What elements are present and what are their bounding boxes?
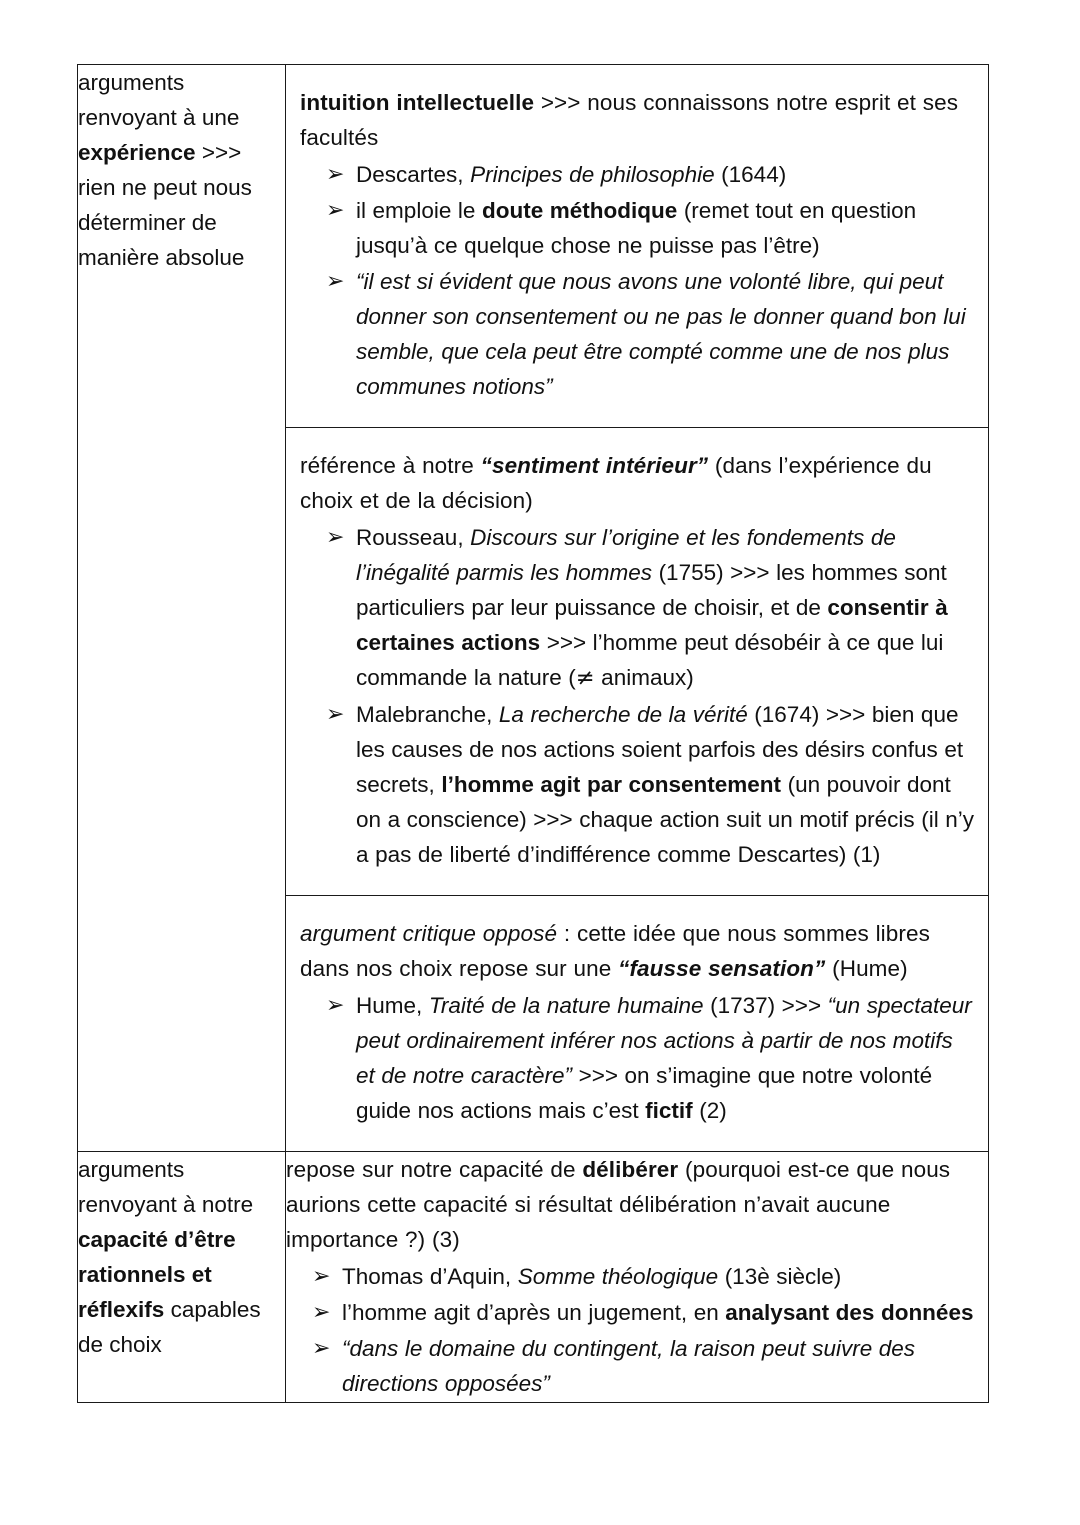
arrowhead-bullet-icon: ➢ bbox=[312, 1300, 331, 1325]
section-lead-paragraph: repose sur notre capacité de délibérer (pourquoi est-ce que nous aurions cette capacité si résultat délibération n’avait aucune importance ?) (3) bbox=[286, 1157, 951, 1252]
row-label-line bbox=[78, 240, 285, 275]
label-segment: rien ne peut nous bbox=[78, 175, 252, 200]
bullet-list bbox=[300, 157, 974, 404]
row-label-line bbox=[78, 1222, 285, 1257]
bullet-item bbox=[300, 193, 974, 263]
row-label-line bbox=[78, 135, 285, 170]
sub-section-row bbox=[286, 65, 988, 428]
label-segment: manière absolue bbox=[78, 245, 245, 270]
bullet-item bbox=[300, 697, 974, 872]
bullet-text: il emploie le doute méthodique (remet tout en question jusqu’à ce quelque chose ne puisse pas l’être) bbox=[356, 198, 917, 258]
row-label-line bbox=[78, 100, 285, 135]
label-segment: capables bbox=[164, 1297, 261, 1322]
label-segment: de choix bbox=[78, 1332, 162, 1357]
label-segment: déterminer de bbox=[78, 210, 217, 235]
label-segment: renvoyant à une bbox=[78, 105, 240, 130]
arrowhead-bullet-icon: ➢ bbox=[326, 993, 345, 1018]
bullet-item bbox=[286, 1295, 988, 1330]
label-segment: rationnels et bbox=[78, 1262, 212, 1287]
bullet-text: “dans le domaine du contingent, la raison peut suivre des directions opposées” bbox=[342, 1336, 916, 1396]
bullet-text: Descartes, Principes de philosophie (1644) bbox=[356, 162, 787, 187]
sub-section-row bbox=[286, 896, 988, 1152]
bullet-item bbox=[286, 1259, 988, 1294]
row-label-line bbox=[78, 1292, 285, 1327]
bullet-item bbox=[300, 264, 974, 404]
sub-section-cell bbox=[286, 896, 988, 1152]
bullet-item bbox=[286, 1331, 988, 1401]
bullet-text: Thomas d’Aquin, Somme théologique (13è siècle) bbox=[342, 1264, 842, 1289]
row-label-line bbox=[78, 1152, 285, 1187]
label-segment: arguments bbox=[78, 70, 185, 95]
sub-sections-table bbox=[286, 65, 988, 1151]
sub-section-cell bbox=[286, 65, 988, 428]
arrowhead-bullet-icon: ➢ bbox=[326, 198, 345, 223]
arrowhead-bullet-icon: ➢ bbox=[326, 162, 345, 187]
bullet-item bbox=[300, 520, 974, 696]
bullet-text: Malebranche, La recherche de la vérité (1674) >>> bien que les causes de nos actions soient parfois des désirs confus et secrets, l’homme agit par consentement (un pouvoir dont on a conscience) >>> chaque action suit un motif précis (il n’y a pas de liberté d’indifférence comme Descartes) (1) bbox=[356, 702, 975, 867]
row-label-line bbox=[78, 1187, 285, 1222]
arrowhead-bullet-icon: ➢ bbox=[312, 1336, 331, 1361]
label-segment: expérience bbox=[78, 140, 196, 165]
label-segment: >>> bbox=[195, 140, 242, 165]
sub-section-row bbox=[286, 428, 988, 896]
row-label-line bbox=[78, 205, 285, 240]
bullet-list bbox=[286, 1259, 988, 1401]
bullet-list bbox=[300, 988, 974, 1128]
row-body-cell bbox=[286, 1152, 989, 1403]
arrowhead-bullet-icon: ➢ bbox=[326, 525, 345, 550]
notes-row bbox=[78, 65, 989, 1152]
label-segment: renvoyant à notre bbox=[78, 1192, 254, 1217]
row-label-line bbox=[78, 1327, 285, 1362]
bullet-text: “il est si évident que nous avons une volonté libre, qui peut donner son consentement ou ne pas le donner quand bon lui semble, que cela peut être compté comme une de nos plus communes notions” bbox=[356, 269, 966, 399]
row-label-line bbox=[78, 170, 285, 205]
notes-table-body bbox=[78, 65, 989, 1403]
bullet-text: Hume, Traité de la nature humaine (1737) >>> “un spectateur peut ordinairement inférer nos actions à partir de nos motifs et de notre caractère” >>> on s’imagine que notre volonté guide nos actions mais c’est fictif (2) bbox=[356, 993, 972, 1123]
section-lead-paragraph: argument critique opposé : cette idée que nous sommes libres dans nos choix repose sur une “fausse sensation” (Hume) bbox=[300, 921, 930, 981]
row-body-cell bbox=[286, 65, 989, 1152]
row-label-cell bbox=[78, 1152, 286, 1403]
label-segment: réflexifs bbox=[78, 1297, 165, 1322]
section-lead-paragraph: référence à notre “sentiment intérieur” (dans l’expérience du choix et de la décision) bbox=[300, 453, 932, 513]
sub-section-cell bbox=[286, 428, 988, 896]
bullet-item bbox=[300, 988, 974, 1128]
arrowhead-bullet-icon: ➢ bbox=[326, 269, 345, 294]
bullet-list bbox=[300, 520, 974, 872]
row-label-line bbox=[78, 1257, 285, 1292]
row-label-cell bbox=[78, 65, 286, 1152]
bullet-text: l’homme agit d’après un jugement, en analysant des données bbox=[342, 1300, 974, 1325]
arrowhead-bullet-icon: ➢ bbox=[312, 1264, 331, 1289]
arrowhead-bullet-icon: ➢ bbox=[326, 702, 345, 727]
label-segment: arguments bbox=[78, 1157, 185, 1182]
bullet-text: Rousseau, Discours sur l’origine et les fondements de l’inégalité parmis les hommes (1755) >>> les hommes sont particuliers par leur puissance de choisir, et de consentir à certaines actions >>> l’homme peut désobéir à ce que lui commande la nature (≠ animaux) bbox=[356, 525, 948, 691]
notes-row bbox=[78, 1152, 989, 1403]
row-label-line bbox=[78, 65, 285, 100]
notes-table bbox=[77, 64, 989, 1403]
label-segment: capacité d’être bbox=[78, 1227, 236, 1252]
bullet-item bbox=[300, 157, 974, 192]
section-lead-paragraph: intuition intellectuelle >>> nous connaissons notre esprit et ses facultés bbox=[300, 90, 959, 150]
